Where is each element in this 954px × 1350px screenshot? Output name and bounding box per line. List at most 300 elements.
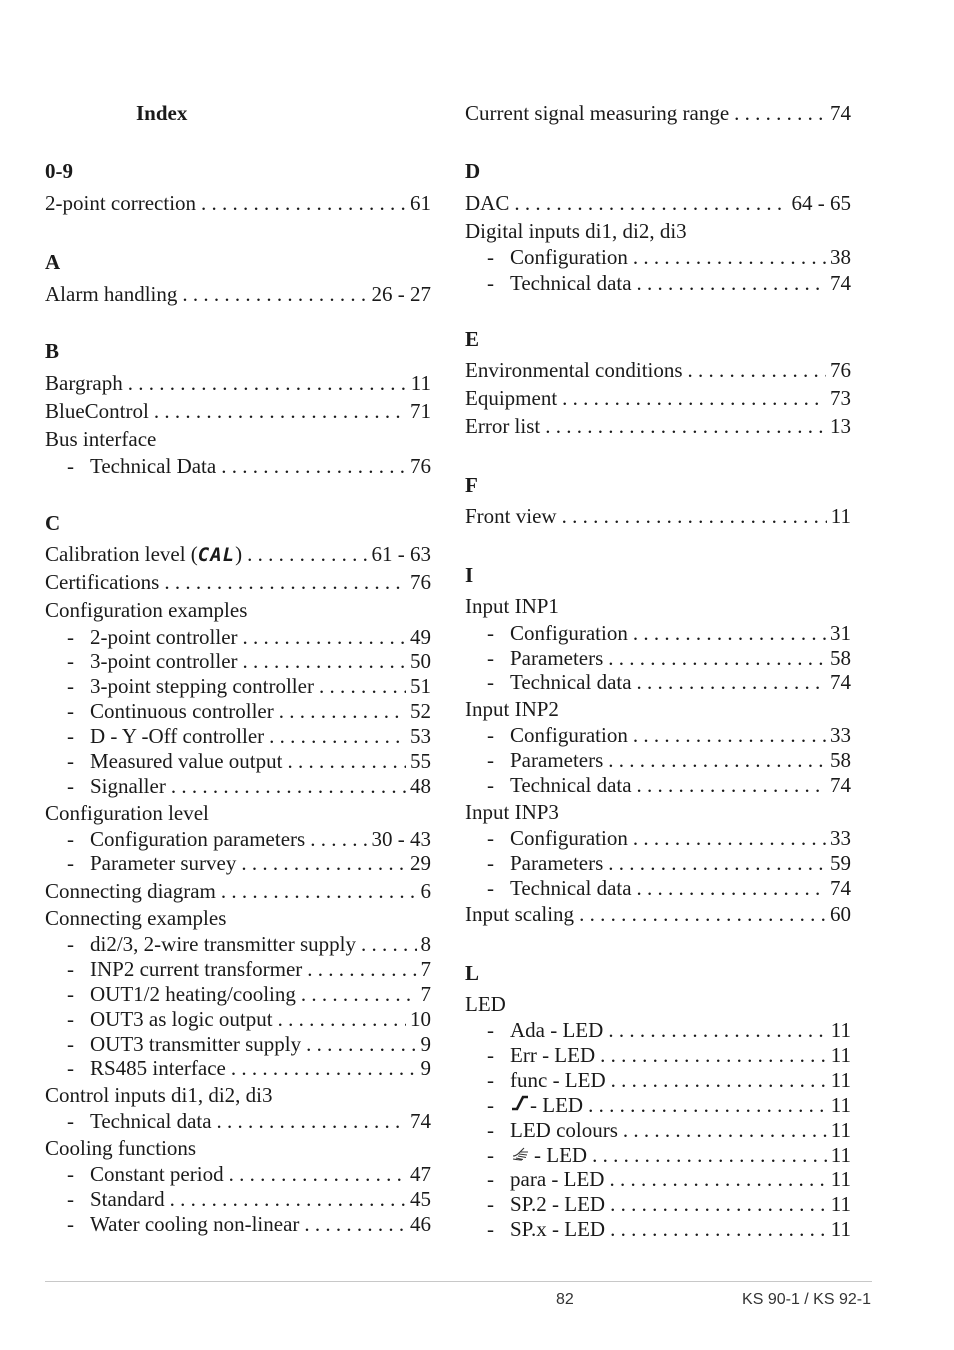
index-subentry <box>465 620 851 646</box>
entry-page-ref: 50 <box>410 649 431 673</box>
entry-text: Cooling functions <box>45 1136 197 1160</box>
index-entry <box>465 901 851 927</box>
index-subentry <box>45 648 431 674</box>
entry-text: Alarm handling <box>45 282 178 306</box>
dot-leader <box>608 747 826 773</box>
entry-text: func - LED <box>510 1068 606 1092</box>
entry-text: D - Y -Off controller <box>90 724 265 748</box>
index-subentry <box>465 875 851 901</box>
subentry-dash: - <box>67 454 74 478</box>
index-subentry <box>465 1042 851 1068</box>
entry-text: Bargraph <box>45 371 123 395</box>
subentry-dash: - <box>487 723 494 747</box>
entry-text: Measured value output <box>90 749 283 773</box>
section-letter <box>465 960 851 986</box>
index-subentry <box>45 1108 431 1134</box>
index-entry <box>45 569 431 595</box>
entry-page-ref: 64 - 65 <box>791 191 851 215</box>
footer-divider <box>45 1281 872 1282</box>
index-subentry <box>45 1055 431 1081</box>
entry-text: Input INP1 <box>465 594 559 618</box>
hand-icon <box>510 1142 534 1160</box>
entry-text: Parameters <box>510 748 604 772</box>
subentry-dash: - <box>67 699 74 723</box>
subentry-dash: - <box>487 1143 494 1167</box>
entry-text: Technical data <box>510 271 632 295</box>
entry-page-ref: 46 <box>410 1212 431 1236</box>
subentry-dash: - <box>67 1212 74 1236</box>
entry-text: Connecting diagram <box>45 879 216 903</box>
index-subentry <box>45 1161 431 1187</box>
dot-leader <box>610 1216 827 1242</box>
entry-page-ref: 6 <box>420 879 431 903</box>
entry-page-ref: 73 <box>830 386 851 410</box>
index-subentry <box>465 1142 851 1168</box>
dot-leader <box>310 826 367 852</box>
index-subentry <box>45 673 431 699</box>
dot-leader <box>170 1186 406 1212</box>
entry-page-ref: 59 <box>830 851 851 875</box>
index-heading <box>465 799 851 825</box>
index-subentry <box>465 1092 851 1118</box>
dot-leader <box>633 825 826 851</box>
dot-leader <box>588 1092 827 1118</box>
dot-leader <box>243 648 406 674</box>
subentry-dash: - <box>67 932 74 956</box>
entry-text: Err - LED <box>510 1043 596 1067</box>
dot-leader <box>164 569 406 595</box>
index-subentry <box>45 624 431 650</box>
entry-text: di2/3, 2-wire transmitter supply <box>90 932 356 956</box>
subentry-dash: - <box>487 1018 494 1042</box>
dot-leader <box>241 850 406 876</box>
entry-text: Water cooling non-linear <box>90 1212 300 1236</box>
subentry-dash: - <box>67 1109 74 1133</box>
section-letter <box>465 562 851 588</box>
section-letter <box>45 338 431 364</box>
index-subentry <box>45 956 431 982</box>
subentry-dash: - <box>487 1167 494 1191</box>
dot-leader <box>221 878 417 904</box>
entry-text: Parameters <box>510 646 604 670</box>
entry-text: F <box>465 473 478 497</box>
entry-text: Configuration parameters <box>90 827 306 851</box>
entry-text: Error list <box>465 414 541 438</box>
dot-leader <box>633 722 826 748</box>
entry-page-ref: 49 <box>410 625 431 649</box>
entry-text: Configuration <box>510 621 628 645</box>
entry-page-ref: 61 - 63 <box>371 542 431 566</box>
entry-text: C <box>45 511 61 535</box>
entry-text: I <box>465 563 474 587</box>
entry-text: B <box>45 339 60 363</box>
dot-leader <box>361 931 417 957</box>
entry-text: Front view <box>465 504 557 528</box>
entry-page-ref: 74 <box>830 773 851 797</box>
entry-text: SP.x - LED <box>510 1217 606 1241</box>
entry-page-ref: 74 <box>410 1109 431 1133</box>
subentry-dash: - <box>487 621 494 645</box>
ramp-icon <box>510 1092 530 1110</box>
entry-text: Certifications <box>45 570 160 594</box>
entry-page-ref: 11 <box>830 504 851 528</box>
subentry-dash: - <box>487 1093 494 1117</box>
entry-text: Parameter survey <box>90 851 237 875</box>
entry-text: 3-point controller <box>90 649 238 673</box>
entry-text: Configuration examples <box>45 598 248 622</box>
subentry-dash: - <box>487 1217 494 1241</box>
subentry-dash: - <box>67 724 74 748</box>
entry-text: RS485 interface <box>90 1056 226 1080</box>
entry-page-ref: 9 <box>420 1032 431 1056</box>
entry-page-ref: 11 <box>830 1217 851 1241</box>
subentry-dash: - <box>487 1043 494 1067</box>
index-heading <box>465 991 851 1017</box>
entry-page-ref: 30 - 43 <box>371 827 431 851</box>
entry-text: E <box>465 327 480 351</box>
index-subentry <box>465 1216 851 1242</box>
dot-leader <box>307 956 416 982</box>
entry-page-ref: 11 <box>830 1093 851 1117</box>
entry-page-ref: 58 <box>830 748 851 772</box>
dot-leader <box>243 624 406 650</box>
dot-leader <box>608 850 826 876</box>
entry-text: SP.2 - LED <box>510 1192 606 1216</box>
dot-leader <box>201 190 406 216</box>
entry-page-ref: 7 <box>420 957 431 981</box>
index-heading <box>465 593 851 619</box>
index-heading <box>45 597 431 623</box>
entry-text: Equipment <box>465 386 558 410</box>
dot-leader <box>278 1006 406 1032</box>
entry-page-ref: 76 <box>410 570 431 594</box>
dot-leader <box>182 281 367 307</box>
entry-text: - LED <box>534 1143 588 1167</box>
index-entry <box>45 878 431 904</box>
section-letter <box>45 510 431 536</box>
entry-page-ref: 26 - 27 <box>371 282 431 306</box>
index-entry <box>465 357 851 383</box>
entry-page-ref: 11 <box>830 1068 851 1092</box>
subentry-dash: - <box>67 982 74 1006</box>
dot-leader <box>734 100 826 126</box>
index-heading <box>45 426 431 452</box>
dot-leader <box>633 244 826 270</box>
entry-page-ref: 76 <box>830 358 851 382</box>
index-entry <box>465 190 851 216</box>
index-subentry <box>45 1006 431 1032</box>
entry-text: OUT3 as logic output <box>90 1007 273 1031</box>
entry-text: 2-point controller <box>90 625 238 649</box>
entry-page-ref: 11 <box>830 1143 851 1167</box>
dot-leader <box>514 190 787 216</box>
index-entry <box>45 370 431 396</box>
entry-page-ref: 38 <box>830 245 851 269</box>
entry-text: 3-point stepping controller <box>90 674 314 698</box>
index-entry <box>45 541 431 567</box>
subentry-dash: - <box>487 748 494 772</box>
entry-page-ref: 58 <box>830 646 851 670</box>
entry-page-ref: 11 <box>830 1018 851 1042</box>
subentry-dash: - <box>487 851 494 875</box>
entry-text: OUT3 transmitter supply <box>90 1032 302 1056</box>
index-subentry <box>465 244 851 270</box>
dot-leader <box>306 1031 416 1057</box>
subentry-dash: - <box>67 1056 74 1080</box>
entry-page-ref: 51 <box>410 674 431 698</box>
entry-text: Input INP2 <box>465 697 559 721</box>
entry-text: BlueControl <box>45 399 149 423</box>
entry-page-ref: 11 <box>830 1043 851 1067</box>
entry-text: Digital inputs di1, di2, di3 <box>465 219 687 243</box>
entry-text: Constant period <box>90 1162 224 1186</box>
dot-leader <box>217 1108 406 1134</box>
entry-page-ref: 74 <box>830 876 851 900</box>
entry-page-ref: 48 <box>410 774 431 798</box>
dot-leader <box>608 645 826 671</box>
entry-text: 2-point correction <box>45 191 197 215</box>
entry-page-ref: 60 <box>830 902 851 926</box>
entry-text: L <box>465 961 480 985</box>
index-heading <box>45 1135 431 1161</box>
index-subentry <box>465 747 851 773</box>
dot-leader <box>247 541 367 567</box>
subentry-dash: - <box>67 674 74 698</box>
index-entry <box>465 413 851 439</box>
index-subentry <box>465 850 851 876</box>
dot-leader <box>269 723 406 749</box>
entry-page-ref: 74 <box>830 101 851 125</box>
cal-segment-symbol: CAL <box>197 544 236 566</box>
entry-page-ref: 7 <box>420 982 431 1006</box>
entry-page-ref: 29 <box>410 851 431 875</box>
entry-text: Technical data <box>510 773 632 797</box>
entry-page-ref: 55 <box>410 749 431 773</box>
entry-page-ref: 13 <box>830 414 851 438</box>
entry-page-ref: 53 <box>410 724 431 748</box>
dot-leader <box>688 357 826 383</box>
index-subentry <box>465 1166 851 1192</box>
entry-text: para - LED <box>510 1167 605 1191</box>
index-entry <box>45 190 431 216</box>
index-subentry <box>45 1031 431 1057</box>
entry-text: Technical data <box>510 670 632 694</box>
entry-text: - LED <box>530 1093 584 1117</box>
entry-page-ref: 11 <box>410 371 431 395</box>
entry-page-ref: 8 <box>420 932 431 956</box>
entry-page-ref: 11 <box>830 1118 851 1142</box>
dot-leader <box>611 1067 827 1093</box>
subentry-dash: - <box>67 749 74 773</box>
entry-text: Signaller <box>90 774 166 798</box>
subentry-dash: - <box>487 876 494 900</box>
page-number: 82 <box>556 1291 574 1308</box>
dot-leader <box>592 1142 827 1168</box>
subentry-dash: - <box>67 1032 74 1056</box>
dot-leader <box>154 398 406 424</box>
dot-leader <box>221 453 406 479</box>
entry-text: Parameters <box>510 851 604 875</box>
index-entry <box>465 503 851 529</box>
entry-page-ref: 74 <box>830 271 851 295</box>
index-subentry <box>45 773 431 799</box>
dot-leader <box>562 385 826 411</box>
dot-leader <box>623 1117 827 1143</box>
dot-leader <box>579 901 826 927</box>
dot-leader <box>287 748 406 774</box>
subentry-dash: - <box>487 1068 494 1092</box>
subentry-dash: - <box>487 1192 494 1216</box>
subentry-dash: - <box>67 1007 74 1031</box>
entry-text: LED <box>465 992 506 1016</box>
entry-text-suffix: ) <box>235 542 243 566</box>
index-entry <box>465 385 851 411</box>
section-letter <box>45 249 431 275</box>
dot-leader <box>304 1211 406 1237</box>
subentry-dash: - <box>67 774 74 798</box>
dot-leader <box>545 413 826 439</box>
dot-leader <box>637 270 826 296</box>
dot-leader <box>633 620 826 646</box>
dot-leader <box>171 773 406 799</box>
entry-page-ref: 11 <box>830 1192 851 1216</box>
index-subentry <box>465 722 851 748</box>
index-entry <box>45 398 431 424</box>
subentry-dash: - <box>487 826 494 850</box>
subentry-dash: - <box>67 625 74 649</box>
subentry-dash: - <box>67 957 74 981</box>
entry-text: Environmental conditions <box>465 358 683 382</box>
dot-leader <box>279 698 406 724</box>
index-subentry <box>465 1191 851 1217</box>
dot-leader <box>128 370 407 396</box>
entry-text: Configuration <box>510 723 628 747</box>
index-subentry <box>45 931 431 957</box>
subentry-dash: - <box>67 827 74 851</box>
section-letter <box>465 158 851 184</box>
index-subentry <box>465 669 851 695</box>
entry-text: OUT1/2 heating/cooling <box>90 982 296 1006</box>
entry-page-ref: 10 <box>410 1007 431 1031</box>
index-entry <box>45 281 431 307</box>
entry-page-ref: 33 <box>830 723 851 747</box>
index-subentry <box>45 453 431 479</box>
entry-text: Current signal measuring range <box>465 101 730 125</box>
subentry-dash: - <box>487 245 494 269</box>
subentry-dash: - <box>487 670 494 694</box>
index-subentry <box>45 698 431 724</box>
index-heading <box>45 800 431 826</box>
dot-leader <box>637 669 826 695</box>
section-letter <box>465 472 851 498</box>
subentry-dash: - <box>67 1162 74 1186</box>
entry-text: Input scaling <box>465 902 575 926</box>
index-subentry <box>465 270 851 296</box>
subentry-dash: - <box>67 649 74 673</box>
entry-page-ref: 31 <box>830 621 851 645</box>
entry-page-ref: 9 <box>420 1056 431 1080</box>
index-subentry <box>45 748 431 774</box>
index-heading <box>465 218 851 244</box>
document-id: KS 90-1 / KS 92-1 <box>742 1291 871 1308</box>
dot-leader <box>600 1042 827 1068</box>
index-subentry <box>465 1067 851 1093</box>
dot-leader <box>608 1017 826 1043</box>
entry-text: LED colours <box>510 1118 618 1142</box>
subentry-dash: - <box>487 646 494 670</box>
entry-text: D <box>465 159 481 183</box>
entry-text: Bus interface <box>45 427 157 451</box>
index-subentry <box>465 1017 851 1043</box>
entry-text: Input INP3 <box>465 800 559 824</box>
entry-text: Connecting examples <box>45 906 227 930</box>
index-subentry <box>45 826 431 852</box>
index-heading <box>45 1082 431 1108</box>
subentry-dash: - <box>487 271 494 295</box>
index-subentry <box>45 850 431 876</box>
entry-text: INP2 current transformer <box>90 957 303 981</box>
index-subentry <box>465 772 851 798</box>
dot-leader <box>637 875 826 901</box>
index-heading <box>465 696 851 722</box>
entry-text: 0-9 <box>45 159 73 183</box>
index-subentry <box>45 1211 431 1237</box>
entry-text: Continuous controller <box>90 699 274 723</box>
index-subentry <box>45 981 431 1007</box>
entry-page-ref: 45 <box>410 1187 431 1211</box>
index-subentry <box>465 1117 851 1143</box>
entry-page-ref: 74 <box>830 670 851 694</box>
section-letter <box>465 326 851 352</box>
entry-text: Calibration level ( <box>45 542 198 566</box>
entry-text: Technical data <box>510 876 632 900</box>
entry-text: Technical Data <box>90 454 217 478</box>
dot-leader <box>610 1191 827 1217</box>
section-letter <box>45 158 431 184</box>
dot-leader <box>562 503 827 529</box>
entry-text: Technical data <box>90 1109 212 1133</box>
dot-leader <box>229 1161 406 1187</box>
entry-page-ref: 61 <box>410 191 431 215</box>
index-subentry <box>465 645 851 671</box>
entry-page-ref: 11 <box>830 1167 851 1191</box>
entry-text: Ada - LED <box>510 1018 604 1042</box>
index-heading <box>45 905 431 931</box>
subentry-dash: - <box>67 1187 74 1211</box>
entry-text: A <box>45 250 61 274</box>
dot-leader <box>231 1055 417 1081</box>
subentry-dash: - <box>67 851 74 875</box>
dot-leader <box>637 772 826 798</box>
index-subentry <box>45 723 431 749</box>
entry-page-ref: 33 <box>830 826 851 850</box>
entry-page-ref: 52 <box>410 699 431 723</box>
entry-page-ref: 76 <box>410 454 431 478</box>
dot-leader <box>609 1166 826 1192</box>
index-subentry <box>45 1186 431 1212</box>
subentry-dash: - <box>487 773 494 797</box>
entry-text: Configuration <box>510 826 628 850</box>
dot-leader <box>319 673 406 699</box>
entry-text: DAC <box>465 191 510 215</box>
entry-page-ref: 71 <box>410 399 431 423</box>
entry-text: Configuration level <box>45 801 209 825</box>
subentry-dash: - <box>487 1118 494 1142</box>
entry-text: Standard <box>90 1187 165 1211</box>
dot-leader <box>301 981 417 1007</box>
entry-text: Configuration <box>510 245 628 269</box>
page-title: Index <box>136 101 188 125</box>
